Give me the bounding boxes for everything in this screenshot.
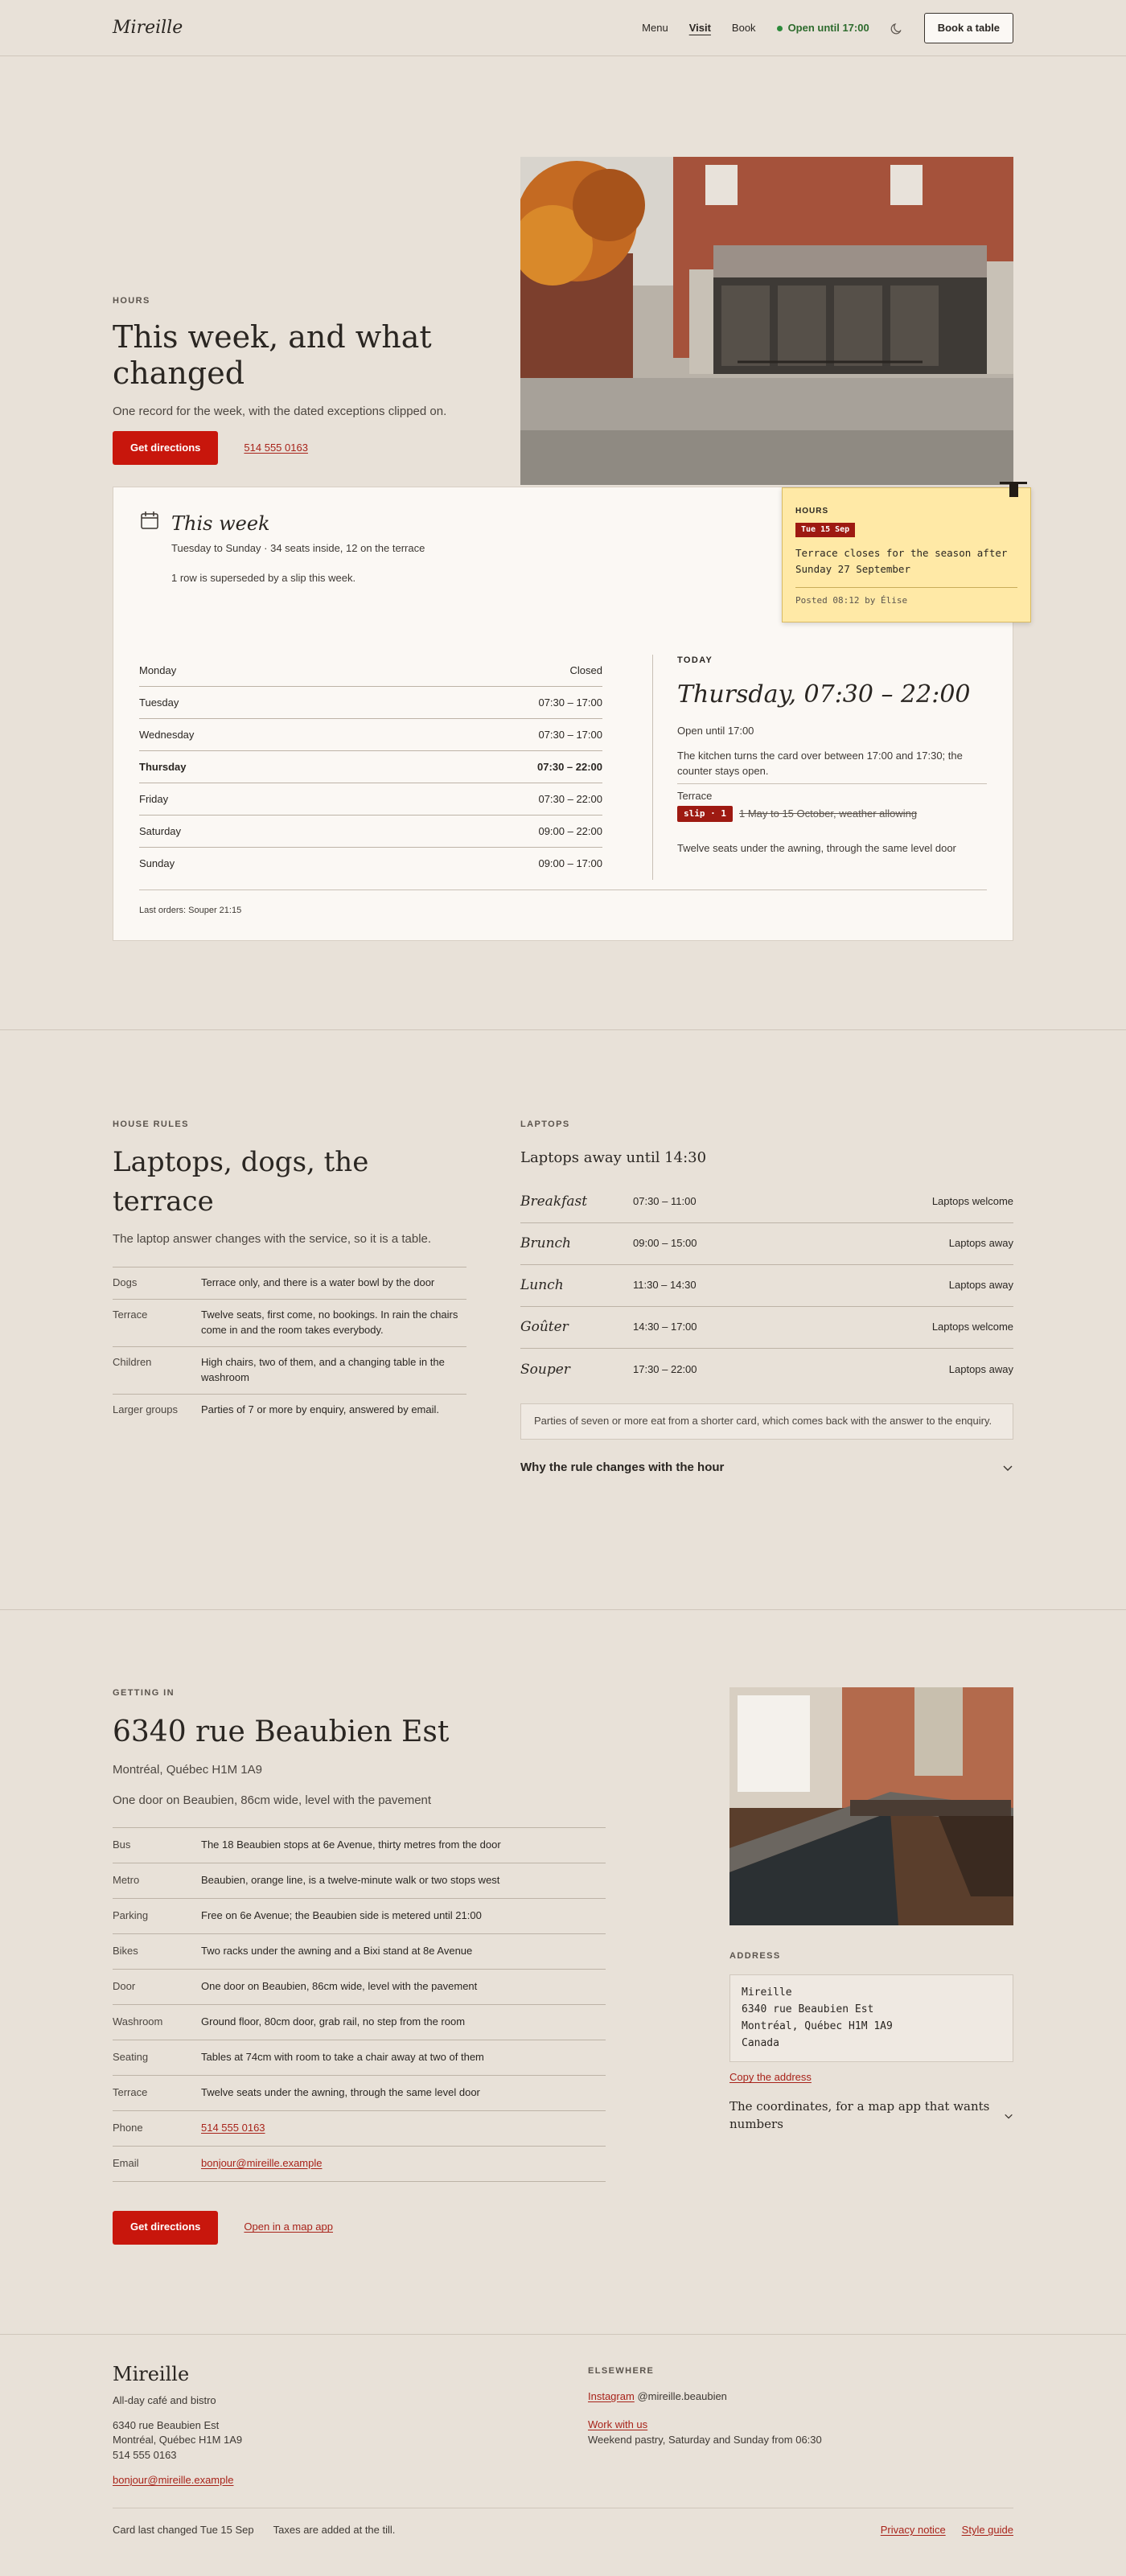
table-row bbox=[520, 1265, 1013, 1307]
access-key: Seating bbox=[113, 2050, 149, 2063]
rule-key: Children bbox=[113, 1355, 152, 1368]
list-item bbox=[113, 2005, 606, 2040]
nav-visit[interactable]: Visit bbox=[688, 21, 711, 34]
pin-icon bbox=[1000, 482, 1016, 498]
list-item bbox=[113, 1300, 466, 1347]
chevron-down-icon bbox=[1002, 1462, 1013, 1473]
getting-in-section bbox=[0, 1610, 1126, 2334]
nav-menu[interactable]: Menu bbox=[642, 21, 668, 34]
access-value: One door on Beaubien, 86cm wide, level with the pavement bbox=[201, 1979, 478, 1992]
today-label: TODAY bbox=[677, 655, 713, 666]
hours-row bbox=[139, 719, 602, 751]
footer-tagline: All-day café and bistro bbox=[113, 2393, 216, 2406]
details-label: Why the rule changes with the hour bbox=[520, 1460, 725, 1474]
address-block bbox=[729, 1974, 1013, 2062]
phone-link[interactable]: 514 555 0163 bbox=[201, 2121, 265, 2134]
groups-note: Parties of seven or more eat from a shorter card, which comes back with the answer to the enquiry. bbox=[520, 1403, 1013, 1440]
meal-name: Lunch bbox=[520, 1277, 564, 1294]
day-label: Sunday bbox=[139, 857, 175, 870]
instagram-handle: @mireille.beaubien bbox=[637, 2389, 727, 2402]
today-open: Open until 17:00 bbox=[677, 724, 754, 737]
hours-row bbox=[139, 848, 602, 880]
meal-name: Goûter bbox=[520, 1319, 569, 1336]
today-title: Thursday, 07:30 – 22:00 bbox=[677, 680, 971, 709]
style-guide-link[interactable]: Style guide bbox=[961, 2524, 1013, 2536]
coordinates-toggle[interactable] bbox=[729, 2098, 1013, 2134]
rule-key: Dogs bbox=[113, 1276, 138, 1289]
get-directions-button[interactable]: Get directions bbox=[113, 2211, 218, 2245]
day-hours: 07:30 – 22:00 bbox=[537, 760, 602, 773]
hours-section bbox=[0, 56, 1126, 1029]
list-item bbox=[113, 1899, 606, 1934]
rule-key: Larger groups bbox=[113, 1403, 178, 1415]
access-key: Washroom bbox=[113, 2015, 163, 2028]
list-item bbox=[113, 1828, 606, 1863]
rule-key: Terrace bbox=[113, 1309, 148, 1321]
hours-card bbox=[113, 487, 1013, 941]
rule-value: Parties of 7 or more by enquiry, answered by email. bbox=[201, 1403, 440, 1415]
today-kitchen: The kitchen turns the card over between 17:00 and 17:30; the counter stays open. bbox=[677, 749, 987, 785]
laptop-status: Laptops away bbox=[948, 1237, 1013, 1250]
hours-row bbox=[139, 783, 602, 816]
terrace-label: Terrace bbox=[677, 790, 713, 803]
book-table-button[interactable]: Book a table bbox=[924, 13, 1013, 44]
rules-eyebrow: HOUSE RULES bbox=[113, 1120, 189, 1129]
last-orders: Last orders: Souper 21:15 bbox=[139, 889, 987, 918]
access-key: Terrace bbox=[113, 2085, 148, 2098]
work-with-us-link[interactable]: Work with us bbox=[588, 2418, 648, 2430]
day-hours: 07:30 – 17:00 bbox=[538, 728, 602, 741]
access-value: Twelve seats under the awning, through the same level door bbox=[201, 2085, 480, 2098]
meal-time: 17:30 – 22:00 bbox=[633, 1362, 697, 1375]
instagram-link[interactable]: Instagram bbox=[588, 2389, 635, 2402]
card-changed: Card last changed Tue 15 Sep bbox=[113, 2524, 254, 2536]
sticky-note[interactable] bbox=[782, 487, 1031, 622]
access-key: Email bbox=[113, 2156, 139, 2169]
open-status bbox=[777, 21, 869, 36]
privacy-link[interactable]: Privacy notice bbox=[880, 2524, 946, 2536]
sticky-date: Tue 15 Sep bbox=[795, 523, 855, 538]
hours-row-today bbox=[139, 751, 602, 783]
address-title: 6340 rue Beaubien Est bbox=[113, 1715, 450, 1748]
sticky-posted: Posted 08:12 by Élise bbox=[795, 587, 1017, 607]
meal-name: Brunch bbox=[520, 1235, 571, 1252]
access-value: Tables at 74cm with room to take a chair away at two of them bbox=[201, 2050, 484, 2063]
today-panel bbox=[652, 655, 987, 880]
open-dot-icon bbox=[777, 26, 783, 31]
rule-details-toggle[interactable] bbox=[520, 1459, 1013, 1477]
laptops-title: Laptops away until 14:30 bbox=[520, 1148, 707, 1166]
day-hours: 09:00 – 17:00 bbox=[538, 857, 602, 870]
door-summary: One door on Beaubien, 86cm wide, level with the pavement bbox=[113, 1793, 432, 1807]
footer-address-line: Montréal, Québec H1M 1A9 bbox=[113, 2434, 243, 2447]
weekly-hours-table bbox=[139, 655, 602, 880]
top-nav bbox=[0, 0, 1126, 56]
footer-phone: 514 555 0163 bbox=[113, 2449, 177, 2462]
moon-icon[interactable] bbox=[890, 22, 903, 35]
laptops-eyebrow: LAPTOPS bbox=[520, 1120, 570, 1129]
laptop-status: Laptops welcome bbox=[931, 1195, 1013, 1208]
laptop-status: Laptops away bbox=[948, 1362, 1013, 1375]
list-item bbox=[113, 1970, 606, 2005]
list-item bbox=[113, 1934, 606, 1970]
rules-lead: The laptop answer changes with the service, so it is a table. bbox=[113, 1231, 432, 1246]
address-line: 6340 rue Beaubien Est bbox=[742, 2003, 874, 2016]
access-key: Parking bbox=[113, 1908, 149, 1921]
list-item bbox=[113, 2076, 606, 2111]
hours-row bbox=[139, 816, 602, 848]
meal-name: Souper bbox=[520, 1361, 570, 1378]
map-app-link[interactable]: Open in a map app bbox=[244, 2221, 333, 2233]
hours-row bbox=[139, 655, 602, 687]
meal-time: 14:30 – 17:00 bbox=[633, 1321, 697, 1333]
laptop-schedule-table bbox=[520, 1181, 1013, 1391]
house-rules-section bbox=[0, 1030, 1126, 1609]
access-value: The 18 Beaubien stops at 6e Avenue, thirty metres from the door bbox=[201, 1838, 501, 1851]
day-label: Thursday bbox=[139, 760, 187, 773]
access-key: Bikes bbox=[113, 1944, 138, 1957]
footer-address-line: 6340 rue Beaubien Est bbox=[113, 2418, 220, 2431]
hours-card-note: 1 row is superseded by a slip this week. bbox=[171, 571, 356, 584]
rule-value: Twelve seats, first come, no bookings. In rain the chairs come in and the room takes everybody. bbox=[201, 1309, 458, 1336]
hours-row bbox=[139, 687, 602, 719]
footer-brand: Mireille bbox=[113, 2363, 190, 2385]
site-footer bbox=[0, 2334, 1126, 2555]
meal-name: Breakfast bbox=[520, 1194, 588, 1210]
hours-card-subtitle: Tuesday to Sunday · 34 seats inside, 12 on the terrace bbox=[171, 541, 425, 554]
page-title: This week, and what changed bbox=[113, 318, 432, 391]
hours-lead: One record for the week, with the dated exceptions clipped on. bbox=[113, 404, 447, 418]
slip-badge[interactable]: slip · 1 bbox=[677, 806, 733, 822]
day-label: Friday bbox=[139, 792, 169, 805]
day-label: Tuesday bbox=[139, 696, 179, 709]
copy-address-button[interactable]: Copy the address bbox=[729, 2071, 812, 2084]
getting-eyebrow: GETTING IN bbox=[113, 1688, 175, 1698]
dining-room-photo bbox=[729, 1687, 1013, 1925]
list-item bbox=[113, 2111, 606, 2147]
hours-card-title: This week bbox=[171, 512, 270, 535]
sticky-message: Terrace closes for the season after Sunday 27 September bbox=[795, 547, 1008, 575]
access-list bbox=[113, 1827, 606, 2182]
meal-time: 09:00 – 15:00 bbox=[633, 1237, 697, 1250]
access-key: Metro bbox=[113, 1873, 140, 1886]
list-item bbox=[113, 2147, 606, 2182]
work-note: Weekend pastry, Saturday and Sunday from 06:30 bbox=[588, 2433, 822, 2446]
access-key: Bus bbox=[113, 1838, 131, 1851]
list-item bbox=[113, 1395, 466, 1426]
address-city: Montréal, Québec H1M 1A9 bbox=[113, 1763, 262, 1777]
storefront-photo bbox=[520, 157, 1013, 485]
open-status-text: Open until 17:00 bbox=[787, 21, 869, 34]
rule-value: Terrace only, and there is a water bowl by the door bbox=[201, 1276, 435, 1289]
access-value: Ground floor, 80cm door, grab rail, no step from the room bbox=[201, 2015, 466, 2028]
sticky-label: HOURS bbox=[795, 507, 829, 516]
meal-time: 11:30 – 14:30 bbox=[633, 1279, 697, 1292]
table-row bbox=[520, 1307, 1013, 1349]
brand-logo[interactable]: Mireille bbox=[113, 18, 183, 39]
table-row bbox=[520, 1223, 1013, 1265]
phone-link[interactable]: 514 555 0163 bbox=[244, 441, 308, 454]
chevron-down-icon bbox=[1004, 2110, 1013, 2122]
table-row bbox=[520, 1349, 1013, 1391]
address-line: Mireille bbox=[742, 1986, 792, 1999]
hours-intro bbox=[113, 295, 466, 465]
access-value: Free on 6e Avenue; the Beaubien side is metered until 21:00 bbox=[201, 1908, 482, 1921]
rules-title: Laptops, dogs, the terrace bbox=[113, 1145, 369, 1218]
address-label: ADDRESS bbox=[729, 1951, 781, 1962]
access-key: Door bbox=[113, 1979, 136, 1992]
rules-list bbox=[113, 1267, 466, 1425]
footer-email-link[interactable]: bonjour@mireille.example bbox=[113, 2474, 234, 2487]
calendar-icon bbox=[139, 510, 160, 531]
day-hours: 09:00 – 22:00 bbox=[538, 824, 602, 837]
access-value: Two racks under the awning and a Bixi stand at 8e Avenue bbox=[201, 1944, 473, 1957]
laptop-status: Laptops away bbox=[948, 1279, 1013, 1292]
elsewhere-eyebrow: ELSEWHERE bbox=[588, 2366, 655, 2376]
day-label: Saturday bbox=[139, 824, 182, 837]
meal-time: 07:30 – 11:00 bbox=[633, 1195, 697, 1208]
email-link[interactable]: bonjour@mireille.example bbox=[201, 2156, 323, 2169]
laptop-status: Laptops welcome bbox=[931, 1321, 1013, 1333]
nav-links bbox=[642, 13, 1013, 44]
day-hours: 07:30 – 22:00 bbox=[538, 792, 602, 805]
list-item bbox=[113, 1347, 466, 1395]
table-row bbox=[520, 1181, 1013, 1223]
taxes-note: Taxes are added at the till. bbox=[273, 2524, 396, 2536]
terrace-seats: Twelve seats under the awning, through the same level door bbox=[677, 842, 956, 855]
day-hours: Closed bbox=[569, 664, 602, 676]
day-label: Wednesday bbox=[139, 728, 195, 741]
list-item bbox=[113, 2040, 606, 2076]
terrace-superseded: 1 May to 15 October, weather allowing bbox=[738, 807, 918, 820]
nav-book[interactable]: Book bbox=[731, 21, 756, 34]
access-key: Phone bbox=[113, 2121, 143, 2134]
address-line: Montréal, Québec H1M 1A9 bbox=[742, 2019, 893, 2032]
rule-value: High chairs, two of them, and a changing table in the washroom bbox=[201, 1355, 445, 1383]
hours-eyebrow: HOURS bbox=[113, 296, 150, 306]
get-directions-button[interactable]: Get directions bbox=[113, 431, 218, 465]
access-value: Beaubien, orange line, is a twelve-minute walk or two stops west bbox=[201, 1873, 500, 1886]
list-item bbox=[113, 1267, 466, 1300]
list-item bbox=[113, 1863, 606, 1899]
coordinates-label: The coordinates, for a map app that wants numbers bbox=[729, 2099, 990, 2132]
day-hours: 07:30 – 17:00 bbox=[538, 696, 602, 709]
address-line: Canada bbox=[742, 2036, 779, 2049]
day-label: Monday bbox=[139, 664, 177, 676]
